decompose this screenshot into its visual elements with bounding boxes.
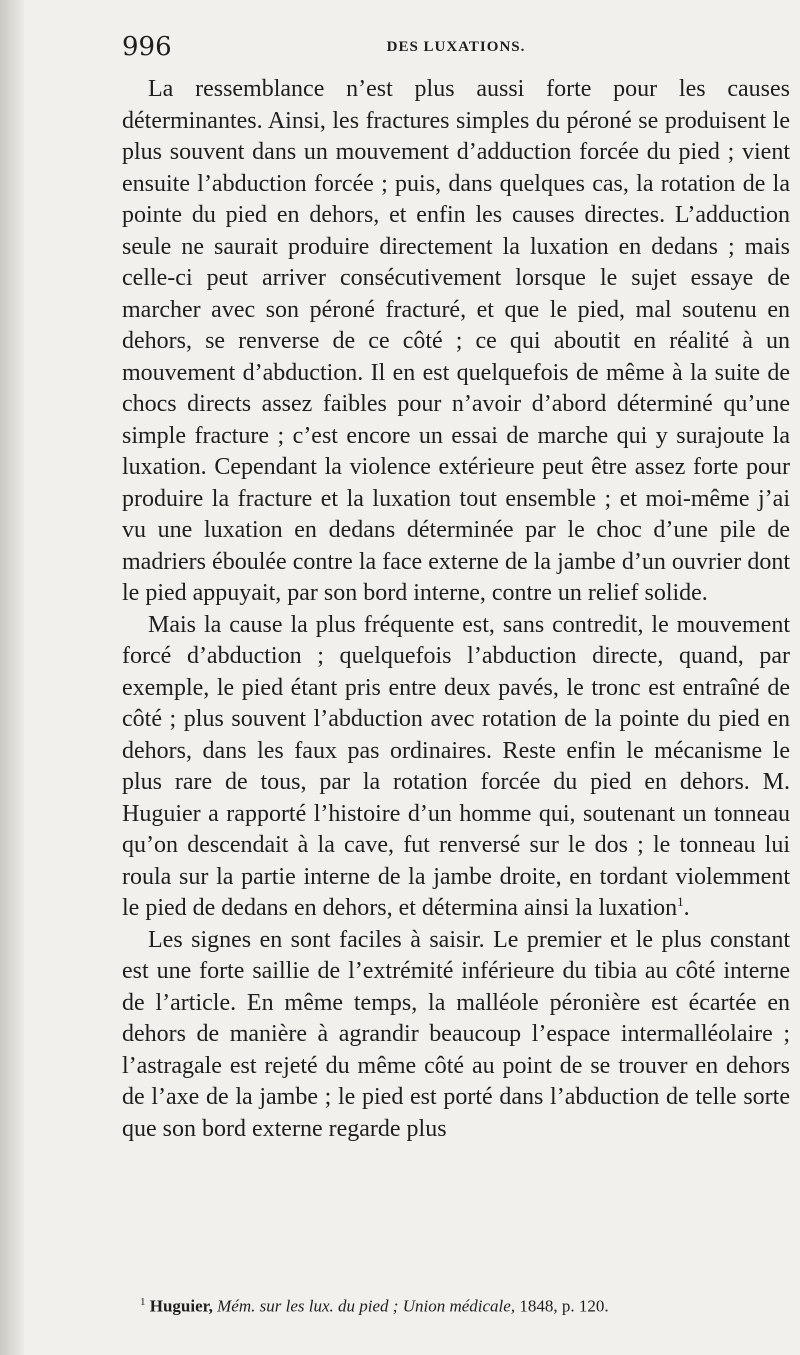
footnote-title: Mém. sur les lux. du pied ; [217, 1296, 399, 1316]
page-number: 996 [122, 32, 172, 62]
footnote-citation: 1848, p. 120. [519, 1296, 609, 1316]
paragraph-mechanism [122, 610, 790, 925]
paragraph-causes: La ressemblance n’est plus aussi forte pour les causes déterminantes. Ainsi, les fractures simples du péroné se produisent le plus souvent dans un mouvement d’adduction forcée du pied ; vient ensuite l’abduction forcée ; puis, dans quelques cas, la rotation de la pointe du pied en dehors, et enfin les causes directes. L’adduction seule ne saurait produire directement la luxation en dedans ; mais celle-ci peut arriver consécutivement lorsque le sujet essaye de marcher avec son péroné fracturé, et que le pied, mal soutenu en dehors, se renverse de ce côté ; ce qui aboutit en réalité à un mouvement d’abduction. Il en est quelquefois de même à la suite de chocs directs assez faibles pour n’avoir d’abord déterminé qu’une simple fracture ; c’est encore un essai de marche qui y surajoute la luxation. Cependant la violence extérieure peut être assez forte pour produire la fracture et la luxation tout ensemble ; et moi-même j’ai vu une luxation en dedans déterminée par le choc d’une pile de madriers éboulée contre la face externe de la jambe d’un ouvrier dont le pied appuyait, par son bord interne, contre un relief solide. [122, 76, 790, 606]
book-page [122, 30, 790, 1145]
footnote-author: Huguier, [149, 1296, 213, 1316]
paragraph-signs: Les signes en sont faciles à saisir. Le premier et le plus constant est une forte saillie de l’extrémité inférieure du tibia au côté interne de l’article. En même temps, la malléole péronière est écartée en dehors de manière à agrandir beaucoup l’espace intermalléolaire ; l’astragale est rejeté du même côté au point de se trouver en dehors de l’axe de la jambe ; le pied est porté dans l’abduction de telle sorte que son bord externe regarde plus [122, 926, 790, 1142]
paragraph-mechanism-text: Mais la cause la plus fréquente est, sans contredit, le mouvement forcé d’abduction ; quelquefois l’abduction directe, quand, par exemple, le pied étant pris entre deux pavés, le tronc est entraîné de côté ; plus souvent l’abduction avec rotation de la pointe du pied en dehors, dans les faux pas ordinaires. Reste enfin le mécanisme le plus rare de tous, par la rotation forcée du pied en dehors. M. Huguier a rapporté l’histoire d’un homme qui, soutenant un tonneau qu’on descendait à la cave, fut renversé sur le dos ; le tonneau lui roula sur la partie interne de la jambe droite, en tordant violemment le pied de dedans en dehors, et détermina ainsi la luxation [122, 611, 790, 921]
running-title: DES LUXATIONS. [386, 39, 526, 55]
footnote [140, 1296, 780, 1317]
footnote-journal: Union médicale, [402, 1296, 516, 1316]
body-text [122, 74, 790, 1145]
footnote-reference: 1 [677, 894, 684, 909]
paragraph-mechanism-end: . [683, 895, 690, 921]
footnote-marker: 1 [140, 1296, 146, 1308]
page-binding-shadow [0, 0, 24, 1355]
running-head [122, 30, 790, 66]
